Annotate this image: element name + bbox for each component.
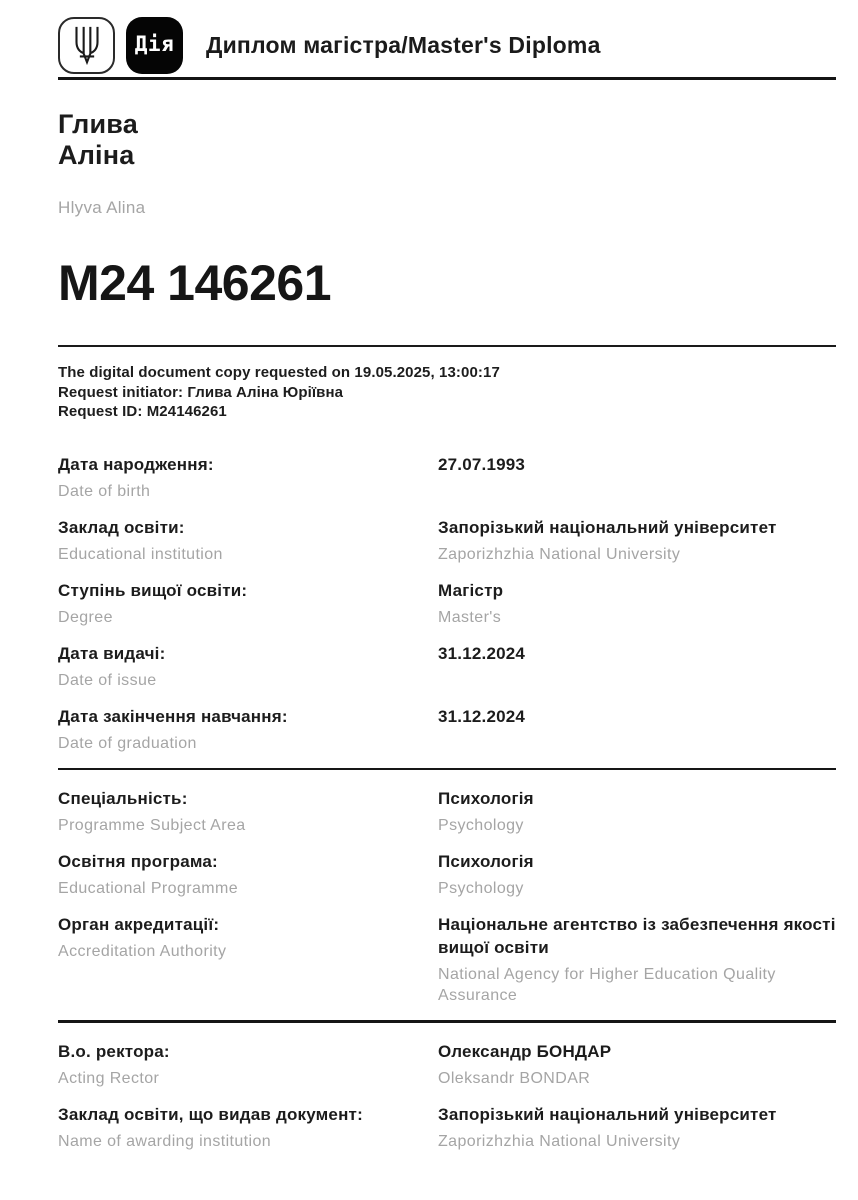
- field-value-uk: 27.07.1993: [438, 454, 526, 474]
- field-label-en: Programme Subject Area: [58, 817, 246, 834]
- field-value: [438, 516, 836, 565]
- section-divider: [58, 768, 836, 771]
- field-value-uk: Психологія: [438, 789, 534, 808]
- field-value-uk: Магістр: [438, 580, 504, 600]
- field-value-en: Master's: [438, 608, 502, 626]
- field-row-speciality: [58, 787, 836, 836]
- field-label-uk: Спеціальність:: [58, 789, 188, 808]
- field-row-degree: [58, 579, 836, 628]
- field-label: [58, 579, 438, 628]
- field-label: [58, 453, 438, 502]
- field-label-en: Educational institution: [58, 545, 223, 563]
- field-value: [438, 1103, 836, 1152]
- field-value: [438, 850, 836, 899]
- field-value-uk: Психологія: [438, 852, 534, 871]
- field-label-uk: Заклад освіти, що видав документ:: [58, 1104, 363, 1124]
- field-value-uk: Національне агентство із забезпечення якості вищої освіти: [438, 915, 836, 957]
- field-label-en: Accreditation Authority: [58, 943, 227, 960]
- field-row-date-of-issue: [58, 642, 836, 691]
- field-value-en: Zaporizhzhia National University: [438, 545, 681, 563]
- field-label-en: Educational Programme: [58, 880, 239, 897]
- field-label: [58, 1103, 438, 1152]
- section-divider: [58, 1020, 836, 1023]
- field-label: [58, 516, 438, 565]
- field-label-uk: Заклад освіти:: [58, 517, 185, 537]
- field-label-uk: Освітня програма:: [58, 852, 218, 871]
- request-initiator-line: Request initiator: Глива Аліна Юріївна: [58, 383, 344, 401]
- field-label-en: Degree: [58, 608, 113, 626]
- diia-logo-text: Дія: [134, 32, 175, 56]
- request-date-line: The digital document copy requested on 19.05.2025, 13:00:17: [58, 364, 500, 381]
- field-label-uk: Орган акредитації:: [58, 915, 220, 934]
- field-label: [58, 850, 438, 899]
- field-label-uk: Ступінь вищої освіти:: [58, 580, 248, 600]
- field-value-en: Zaporizhzhia National University: [438, 1132, 681, 1150]
- field-label-en: Date of graduation: [58, 734, 197, 752]
- holder-name-latin: Hlyva Alina: [58, 198, 146, 217]
- header-divider: [58, 77, 836, 80]
- field-value-uk: Запорізький національний університет: [438, 1104, 777, 1124]
- field-value-en: National Agency for Higher Education Quality Assurance: [438, 966, 776, 1004]
- field-label: [58, 913, 438, 1006]
- holder-name: [58, 109, 836, 171]
- field-value: [438, 642, 836, 691]
- field-row-date-of-graduation: [58, 705, 836, 754]
- app-header: [58, 0, 836, 77]
- document-title: Диплом магістра/Master's Diploma: [206, 31, 601, 58]
- field-value-uk: 31.12.2024: [438, 706, 526, 726]
- diia-logo: [126, 17, 183, 74]
- holder-given-name: Аліна: [58, 140, 135, 170]
- field-value: [438, 579, 836, 628]
- field-value: [438, 1040, 836, 1089]
- field-value: [438, 913, 836, 1006]
- ukraine-coat-of-arms-badge: [58, 17, 115, 74]
- request-info-divider: [58, 345, 836, 347]
- holder-surname: Глива: [58, 109, 138, 139]
- field-label-en: Name of awarding institution: [58, 1132, 272, 1150]
- request-info: [58, 363, 836, 422]
- field-row-accreditation-authority: [58, 913, 836, 1006]
- fields-section-main: [58, 453, 836, 1152]
- field-label-uk: Дата народження:: [58, 454, 214, 474]
- field-value-en: Psychology: [438, 880, 524, 897]
- field-label-en: Date of issue: [58, 671, 157, 689]
- field-value-uk: Олександр БОНДАР: [438, 1041, 612, 1061]
- field-label: [58, 1040, 438, 1089]
- request-id-line: Request ID: M24146261: [58, 403, 227, 420]
- field-row-educational-institution: [58, 516, 836, 565]
- field-value-uk: Запорізький національний університет: [438, 517, 777, 537]
- field-label-uk: Дата видачі:: [58, 643, 166, 663]
- field-row-date-of-birth: [58, 453, 836, 502]
- field-label-uk: В.о. ректора:: [58, 1041, 170, 1061]
- document-number: М24 146261: [58, 255, 332, 311]
- field-label-uk: Дата закінчення навчання:: [58, 706, 288, 726]
- field-label: [58, 787, 438, 836]
- field-row-awarding-institution: [58, 1103, 836, 1152]
- field-label-en: Date of birth: [58, 482, 151, 500]
- field-row-educational-programme: [58, 850, 836, 899]
- field-label: [58, 705, 438, 754]
- field-row-acting-rector: [58, 1040, 836, 1089]
- field-value-en: Psychology: [438, 817, 524, 834]
- field-value: [438, 705, 836, 754]
- field-value-uk: 31.12.2024: [438, 643, 526, 663]
- field-label-en: Acting Rector: [58, 1069, 160, 1087]
- field-value: [438, 453, 836, 502]
- field-label: [58, 642, 438, 691]
- field-value-en: Oleksandr BONDAR: [438, 1069, 591, 1087]
- field-value: [438, 787, 836, 836]
- ukraine-trident-icon: [70, 24, 104, 66]
